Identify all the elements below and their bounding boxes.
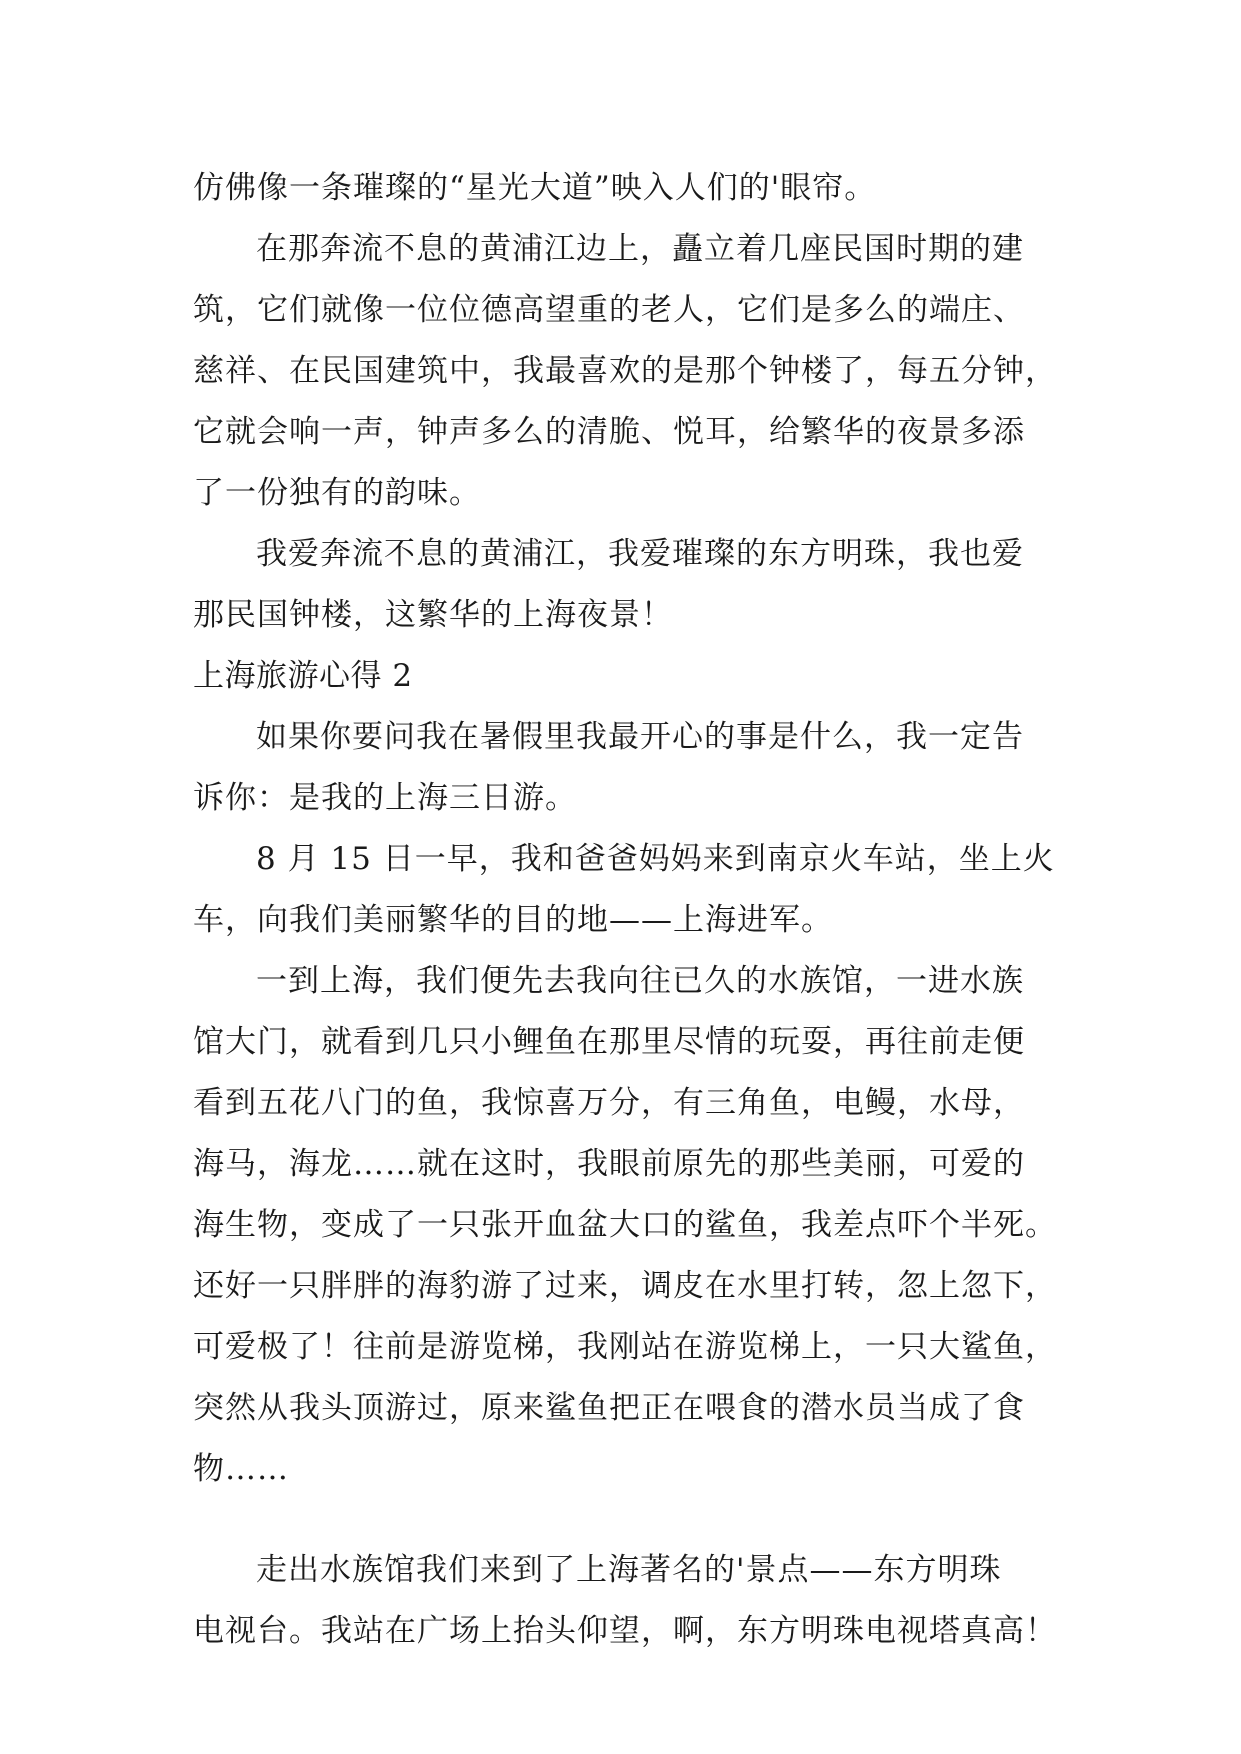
- article-body: [193, 158, 1057, 1662]
- text-line: 慈祥、在民国建筑中，我最喜欢的是那个钟楼了，每五分钟，: [193, 353, 1057, 389]
- paragraph-start-line: 在那奔流不息的黄浦江边上，矗立着几座民国时期的建: [256, 231, 1024, 267]
- text-line: 了一份独有的韵味。: [193, 475, 481, 511]
- paragraph-start-line: 走出水族馆我们来到了上海著名的'景点——东方明珠: [256, 1552, 1002, 1588]
- text-line: 仿佛像一条璀璨的“星光大道”映入人们的'眼帘。: [193, 170, 877, 206]
- paragraph-start-line: 一到上海，我们便先去我向往已久的水族馆，一进水族: [256, 963, 1024, 999]
- paragraph-start-line: 如果你要问我在暑假里我最开心的事是什么，我一定告: [256, 719, 1024, 755]
- text-line: 车，向我们美丽繁华的目的地——上海进军。: [193, 902, 833, 938]
- text-line: 突然从我头顶游过，原来鲨鱼把正在喂食的潜水员当成了食: [193, 1390, 1025, 1426]
- text-line: 可爱极了！往前是游览梯，我刚站在游览梯上，一只大鲨鱼，: [193, 1329, 1057, 1365]
- paragraph-start-line: 8 月 15 日一早，我和爸爸妈妈来到南京火车站，坐上火: [256, 841, 1055, 877]
- text-line: 物……: [193, 1451, 289, 1487]
- paragraph-start-line: 我爱奔流不息的黄浦江，我爱璀璨的东方明珠，我也爱: [256, 536, 1024, 572]
- text-line: 看到五花八门的鱼，我惊喜万分，有三角鱼，电鳗，水母，: [193, 1085, 1025, 1121]
- text-line: 诉你：是我的上海三日游。: [193, 780, 577, 816]
- text-line: 海生物，变成了一只张开血盆大口的鲨鱼，我差点吓个半死。: [193, 1207, 1057, 1243]
- text-line: 馆大门，就看到几只小鲤鱼在那里尽情的玩耍，再往前走便: [193, 1024, 1025, 1060]
- text-line: 它就会响一声，钟声多么的清脆、悦耳，给繁华的夜景多添: [193, 414, 1025, 450]
- text-line: 筑，它们就像一位位德高望重的老人，它们是多么的端庄、: [193, 292, 1025, 328]
- text-line: 电视台。我站在广场上抬头仰望，啊，东方明珠电视塔真高！: [193, 1613, 1057, 1649]
- text-line: 海马，海龙……就在这时，我眼前原先的那些美丽，可爱的: [193, 1146, 1025, 1182]
- section-heading: 上海旅游心得 2: [193, 658, 413, 694]
- text-line: 还好一只胖胖的海豹游了过来，调皮在水里打转，忽上忽下，: [193, 1268, 1057, 1304]
- text-line: 那民国钟楼，这繁华的上海夜景！: [193, 597, 673, 633]
